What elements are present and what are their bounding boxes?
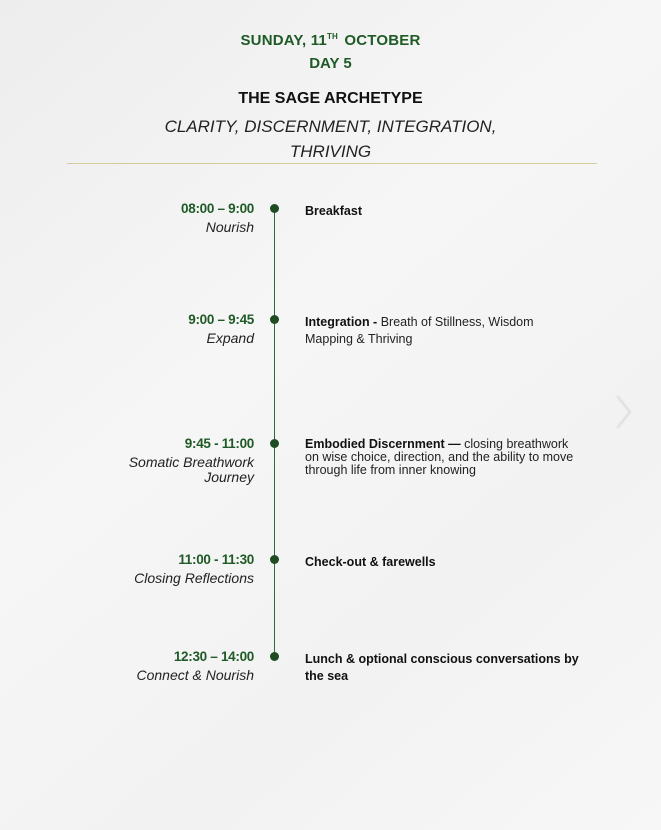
schedule-description-bold: Lunch & optional conscious conversations by the sea xyxy=(305,652,579,683)
schedule-label: Expand xyxy=(206,330,254,346)
schedule-label: Closing Reflections xyxy=(134,570,254,586)
timeline-dot xyxy=(270,439,279,448)
schedule-time: 9:45 - 11:00 xyxy=(184,436,254,451)
next-slide-button[interactable] xyxy=(614,394,634,430)
day-heading: DAY 5 xyxy=(309,55,352,72)
page-subtitle: CLARITY, DISCERNMENT, INTEGRATION, THRIVING xyxy=(164,117,497,161)
schedule-time: 12:30 – 14:00 xyxy=(173,649,254,664)
timeline-dot xyxy=(270,315,279,324)
schedule-description xyxy=(305,203,580,220)
schedule-label: Somatic Breathwork Journey xyxy=(128,454,254,485)
page-title: THE SAGE ARCHETYPE xyxy=(238,90,423,107)
date-heading xyxy=(0,32,661,49)
schedule-description xyxy=(305,554,580,571)
schedule-description xyxy=(305,651,580,685)
schedule-label: Nourish xyxy=(205,219,254,235)
header-divider xyxy=(67,163,597,164)
schedule-description-text: Breath of Stillness, Wisdom Mapping & Thriving xyxy=(305,315,534,346)
timeline-dot xyxy=(270,555,279,564)
date-ordinal: TH xyxy=(326,32,339,41)
schedule-description-text: closing breathwork on wise choice, direction, and the ability to move through life from inner knowing xyxy=(305,437,574,477)
schedule-description-bold: Integration - xyxy=(305,315,381,329)
chevron-right-icon xyxy=(614,394,634,430)
timeline-dot xyxy=(270,204,279,213)
timeline-line xyxy=(274,206,275,656)
date-suffix: OCTOBER xyxy=(340,32,421,49)
schedule-time: 08:00 – 9:00 xyxy=(181,201,254,216)
timeline-dot xyxy=(270,652,279,661)
schedule-label: Connect & Nourish xyxy=(136,667,254,683)
schedule-description-bold: Embodied Discernment — xyxy=(305,437,465,451)
schedule-description-bold: Check-out & farewells xyxy=(305,555,436,569)
schedule-description-bold: Breakfast xyxy=(305,204,362,218)
schedule-description xyxy=(305,438,580,477)
schedule-time: 9:00 – 9:45 xyxy=(188,312,254,327)
schedule-description xyxy=(305,314,580,348)
date-prefix: SUNDAY, 11 xyxy=(240,32,327,49)
schedule-time: 11:00 - 11:30 xyxy=(178,552,254,567)
